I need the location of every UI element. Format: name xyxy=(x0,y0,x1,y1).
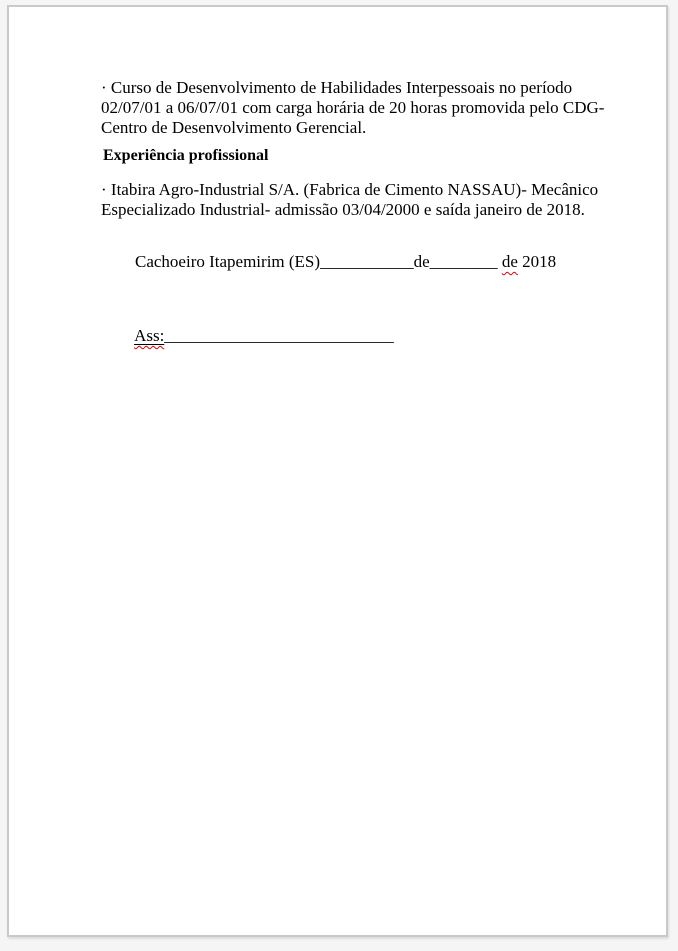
spellcheck-word-ass: Ass: xyxy=(134,326,165,345)
document-page[interactable] xyxy=(7,5,668,937)
date-blank-line-2: ________ xyxy=(429,252,498,271)
spellcheck-word-de: de xyxy=(501,252,518,271)
date-blank-line-1: ___________ xyxy=(320,252,414,271)
year-text: 2018 xyxy=(517,252,557,271)
heading-text: Experiência profissional xyxy=(103,147,269,164)
text-line: 02/07/01 a 06/07/01 com carga horária de 20 horas promovida pelo CDG- xyxy=(101,98,605,117)
text-line: Especializado Industrial- admissão 03/04/2000 e saída janeiro de 2018. xyxy=(101,200,585,219)
signature-blank-line: ___________________________ xyxy=(164,326,394,345)
text-line: · Itabira Agro-Industrial S/A. (Fabrica de Cimento NASSAU)- Mecânico xyxy=(101,180,599,199)
date-signature-line xyxy=(101,232,556,292)
de-text: de xyxy=(413,252,430,271)
signature-label-underline xyxy=(134,326,164,345)
signature-line xyxy=(101,306,394,366)
paragraph-course xyxy=(101,78,604,138)
text-line: · Curso de Desenvolvimento de Habilidades Interpessoais no período xyxy=(101,78,573,97)
city-text: Cachoeiro Itapemirim (ES) xyxy=(135,252,321,271)
paragraph-experience xyxy=(101,180,598,220)
signature-line-text xyxy=(101,306,394,366)
section-heading-experiencia xyxy=(103,146,269,166)
text-line: Centro de Desenvolvimento Gerencial. xyxy=(101,118,367,137)
date-line-text xyxy=(101,232,556,292)
